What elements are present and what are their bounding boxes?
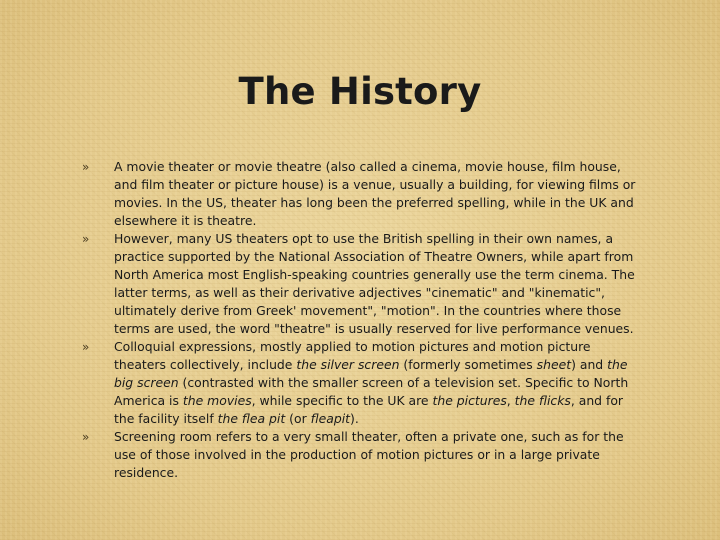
bullet-marker-icon: » — [82, 160, 90, 174]
slide-title: The History — [238, 70, 482, 113]
italic-term: fleapit — [310, 411, 351, 426]
italic-term: the flea pit — [217, 411, 286, 426]
italic-term: the movies — [182, 393, 252, 408]
text-segment: (or — [285, 411, 311, 426]
bullet-item — [82, 428, 642, 482]
text-segment: (contrasted with the smaller screen of a television set. Specific to North America is — [114, 375, 629, 408]
text-segment: A movie theater or movie theatre (also called a cinema, movie house, film house, and film theater or picture house) is a venue, usually a building, for viewing films or movies. In the US, theater has long been the preferred spelling, while in the UK and elsewhere it is theatre. — [114, 159, 636, 228]
bullet-marker-icon: » — [82, 340, 90, 354]
text-segment: , — [506, 393, 515, 408]
bullet-marker-icon: » — [82, 232, 90, 246]
text-segment: However, many US theaters opt to use the British spelling in their own names, a practice supported by the National Association of Theatre Owners, while apart from North America most English-speaking countries generally use the term cinema. The latter terms, as well as their derivative adjectives "cinematic" and "kinematic", ultimately derive from Greek' movement", "motion". In the countries where those terms are used, the word "theatre" is usually reserved for live performance venues. — [114, 231, 635, 336]
text-segment: , and for the facility itself — [114, 393, 624, 426]
bullet-item — [82, 230, 642, 338]
text-segment: Colloquial expressions, mostly applied to motion pictures and motion picture theaters collectively, include — [114, 339, 591, 372]
bullet-text — [114, 159, 635, 228]
text-segment: Screening room refers to a very small theater, often a private one, such as for the use of those involved in the production of motion pictures or in a large private residence. — [114, 429, 624, 480]
text-segment: , while specific to the UK are — [251, 393, 433, 408]
text-segment: (formerly sometimes — [399, 357, 537, 372]
bullet-text — [114, 231, 635, 336]
text-segment: ) and — [571, 357, 608, 372]
bullet-item — [82, 338, 642, 428]
italic-term: the big screen — [114, 357, 628, 390]
italic-term: the flicks — [514, 393, 571, 408]
italic-term: the silver screen — [296, 357, 400, 372]
bullet-list — [82, 158, 642, 482]
text-segment: ). — [350, 411, 359, 426]
bullet-text — [114, 429, 624, 480]
italic-term: the pictures — [432, 393, 507, 408]
italic-term: sheet — [536, 357, 572, 372]
bullet-text — [114, 339, 628, 426]
bullet-item — [82, 158, 642, 230]
bullet-marker-icon: » — [82, 430, 90, 444]
